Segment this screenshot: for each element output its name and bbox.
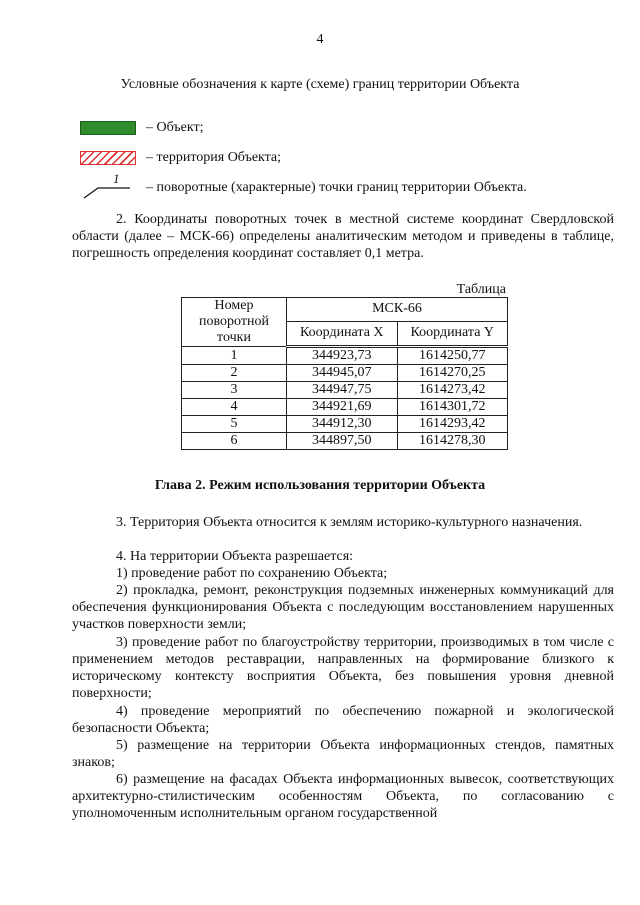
list-item-6: 6) размещение на фасадах Объекта информационных вывесок, соответствующих архитектурно-стилистическим особенностям Объекта, по согласованию с уполномоченным исполнительным органом государственной: [72, 772, 614, 821]
point-number: 3: [182, 382, 287, 399]
list-item-2: 2) прокладка, ремонт, реконструкция подземных инженерных коммуникаций для обеспечения функционирования Объекта с последующим восстановлением нарушенных участков поверхности земли;: [72, 583, 614, 632]
legend-item-label: – Объект;: [146, 120, 204, 135]
table-row: [182, 416, 508, 433]
turning-point-icon: [80, 171, 136, 199]
legend-item-object: [80, 118, 203, 138]
coordinate-y: 1614278,30: [397, 433, 508, 450]
list-item-3: 3) проведение работ по благоустройству территории, производимых в том числе с применением методов реставрации, направленных на формирование близкого к историческому контексту восприятия Объекта, без повышения уровня дневной поверхности;: [72, 635, 614, 701]
paragraph-coordinates: 2. Координаты поворотных точек в местной системе координат Свердловской области (далее – МСК-66) определены аналитическим методом и приведены в таблице, погрешность определения координат составляет 0,1 метра.: [72, 212, 614, 261]
list-item-5: 5) размещение на территории Объекта информационных стендов, памятных знаков;: [72, 738, 614, 770]
coordinate-x: 344897,50: [287, 433, 398, 450]
header-y: Координата Y: [397, 321, 508, 346]
table-caption: Таблица: [456, 282, 506, 297]
header-x: Координата X: [287, 321, 398, 346]
coordinate-x: 344945,07: [287, 365, 398, 382]
header-point-number: Номер поворотной точки: [182, 298, 287, 347]
legend-item-points: [80, 171, 527, 198]
table-row: [182, 347, 508, 365]
object-symbol-icon: [80, 121, 136, 135]
coordinate-y: 1614250,77: [397, 347, 508, 365]
coordinate-y: 1614273,42: [397, 382, 508, 399]
legend-item-label: – территория Объекта;: [146, 150, 282, 165]
legend-item-label: – поворотные (характерные) точки границ территории Объекта.: [146, 180, 527, 195]
page-number: 4: [316, 32, 324, 47]
coordinate-x: 344947,75: [287, 382, 398, 399]
point-number: 4: [182, 399, 287, 416]
list-item-1: 1) проведение работ по сохранению Объекта;: [116, 566, 388, 581]
coordinate-x: 344923,73: [287, 347, 398, 365]
coordinate-y: 1614270,25: [397, 365, 508, 382]
hatched-territory-icon: [80, 151, 136, 165]
header-coordinate-system: МСК-66: [287, 298, 508, 322]
paragraph-4: 4. На территории Объекта разрешается:: [116, 549, 354, 564]
coordinate-y: 1614301,72: [397, 399, 508, 416]
turning-point-number: 1: [113, 171, 120, 186]
point-number: 6: [182, 433, 287, 450]
chapter-title: Глава 2. Режим использования территории Объекта: [154, 478, 486, 493]
point-number: 1: [182, 347, 287, 365]
point-number: 5: [182, 416, 287, 433]
table-row: [182, 399, 508, 416]
table-row: [182, 382, 508, 399]
legend-item-territory: [80, 148, 281, 168]
point-number: 2: [182, 365, 287, 382]
paragraph-3: 3. Территория Объекта относится к землям историко-культурного назначения.: [116, 515, 583, 530]
coordinate-x: 344912,30: [287, 416, 398, 433]
coordinates-table: [181, 297, 508, 450]
table-row: [182, 365, 508, 382]
legend-title: Условные обозначения к карте (схеме) границ территории Объекта: [120, 77, 520, 92]
list-item-4: 4) проведение мероприятий по обеспечению пожарной и экологической безопасности Объекта;: [72, 704, 614, 736]
coordinate-y: 1614293,42: [397, 416, 508, 433]
table-row: [182, 433, 508, 450]
coordinate-x: 344921,69: [287, 399, 398, 416]
